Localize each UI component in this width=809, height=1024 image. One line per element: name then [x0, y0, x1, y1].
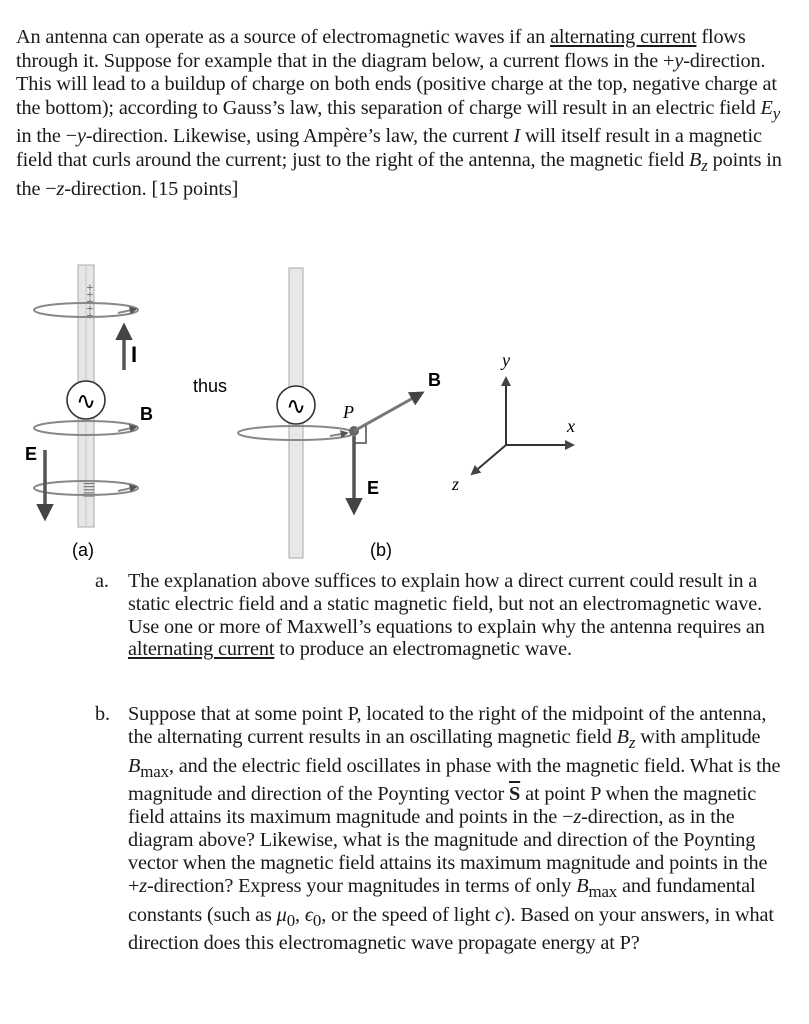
var-Bmax: B — [576, 874, 589, 897]
intro-text: -direction. This will lead to a buildup of charge on both ends (positive charge at the top, negative charge at the bottom); according to Gauss’s law, this separation of charge will result in an electric field — [16, 49, 777, 119]
underlined-alternating-current: alternating current — [550, 26, 697, 48]
antenna-figure — [0, 255, 809, 565]
axis-z-label: z — [452, 474, 460, 494]
question-b-marker: b. — [95, 703, 110, 725]
question-b-text: at point P when the magnetic field attains its maximum magnitude and points in the − — [128, 783, 757, 829]
thus-label: thus — [193, 376, 228, 396]
minus-charges: ||||| — [83, 482, 97, 498]
intro-text: An antenna can operate as a source of electromagnetic waves if an — [16, 26, 551, 48]
var-z: z — [139, 874, 148, 897]
label-B-a: B — [140, 404, 153, 424]
question-a-text: to produce an electromagnetic wave. — [274, 638, 572, 661]
var-z: z — [56, 177, 65, 200]
label-b: (b) — [370, 540, 392, 560]
b-field-arrow-b — [354, 393, 422, 431]
var-sub: 0 — [286, 910, 296, 930]
var-sub: y — [772, 103, 781, 123]
var-z: z — [573, 806, 582, 829]
intro-text: in the − — [16, 125, 77, 148]
question-a-text: The explanation above suffices to explain how a direct current could result in a static electric field and a static magnetic field, but not an electromagnetic wave. Use one or more of Maxwell’s equations to explain why the antenna requires an — [128, 570, 765, 638]
antenna-b — [238, 268, 441, 558]
underlined-alternating-current: alternating current — [128, 638, 275, 661]
question-b-text: , or the speed of light — [321, 903, 496, 926]
question-a — [95, 570, 795, 661]
var-y: y — [76, 125, 86, 148]
var-c: c — [495, 903, 504, 926]
question-b — [95, 703, 795, 955]
label-B-b: B — [428, 370, 441, 390]
intro-paragraph — [16, 26, 796, 201]
coordinate-axes — [451, 350, 575, 494]
label-E-a: E — [25, 444, 38, 464]
label-E-b: E — [367, 478, 380, 498]
question-b-text: with amplitude — [635, 725, 761, 748]
question-b-text: ). Based on your answers, in what direction does this electromagnetic wave propagate energy at P? — [128, 903, 774, 955]
question-b-text: Suppose that at some point P, located to the right of the midpoint of the antenna, the alternating current results in an oscillating magnetic field — [128, 703, 767, 748]
question-b-text: , and the electric field oscillates in phase with the magnetic field. What is the magnitude and direction of the Poynting vector — [128, 754, 781, 806]
question-b-text: -direction? Express your magnitudes in terms of only — [147, 874, 577, 897]
question-b-text: , — [295, 903, 305, 926]
var-B: B — [616, 725, 629, 748]
var-sub: z — [628, 732, 636, 752]
intro-text: flows through it. Suppose for example that in the diagram below, a current flows in the + — [16, 26, 746, 72]
plus-charges: +++++ — [83, 284, 97, 320]
var-Bmax: B — [128, 754, 141, 777]
question-a-marker: a. — [95, 570, 109, 592]
intro-text: points in the − — [16, 149, 782, 200]
label-P: P — [343, 402, 354, 422]
intro-text: -direction. [15 points] — [64, 177, 239, 200]
var-E: E — [760, 96, 773, 119]
var-epsilon: ϵ — [304, 903, 313, 926]
var-I: I — [513, 125, 521, 148]
antenna-a — [25, 265, 153, 527]
poynting-vector-S: $\overline{S}$ — [509, 783, 521, 806]
axis-y-label: y — [502, 350, 510, 370]
var-y: y — [674, 49, 684, 72]
var-sub: z — [701, 156, 708, 176]
var-B: B — [689, 149, 702, 172]
var-sub: 0 — [312, 910, 322, 930]
label-I: I — [131, 342, 138, 367]
intro-text: will itself result in a magnetic field that curls around the current; just to the right of the antenna, the magnetic field — [16, 125, 762, 172]
ac-source-symbol: ∿ — [75, 388, 97, 415]
var-sub: max — [588, 881, 618, 901]
intro-text: -direction. Likewise, using Ampère’s law, the current — [85, 125, 514, 148]
label-a: (a) — [72, 540, 94, 560]
var-mu: μ — [276, 903, 287, 926]
ac-source-symbol: ∿ — [285, 393, 307, 420]
question-b-text: and fundamental constants (such as — [128, 874, 756, 926]
var-sub: max — [140, 761, 169, 781]
axis-x-label: x — [567, 416, 575, 436]
question-b-text: -direction, as in the diagram above? Likewise, what is the magnitude and direction of the Poynting vector when the magnetic field attains its maximum magnitude and points in the + — [128, 806, 768, 897]
